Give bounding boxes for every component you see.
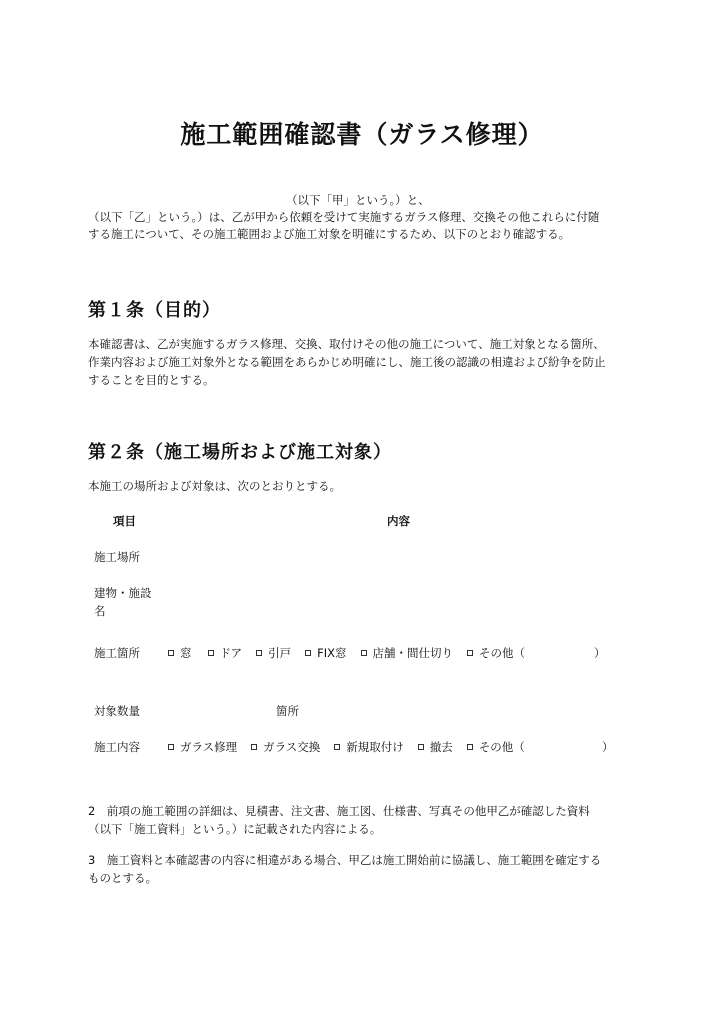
option-store-partition[interactable] [361, 645, 454, 661]
option-label: ガラス交換 [263, 740, 321, 754]
option-label: 店舗・間仕切り [372, 646, 454, 660]
option-other-location[interactable] [467, 645, 525, 661]
document-title: 施工範囲確認書（ガラス修理） [180, 120, 544, 149]
option-label: FIX窓 [317, 646, 347, 660]
article-2-clause-3 [88, 851, 648, 887]
article-1-heading: 第１条（目的） [88, 300, 221, 321]
article-2-lead [88, 477, 648, 495]
row-label-building-cont: 名 [94, 604, 106, 618]
option-glass-repair[interactable] [168, 739, 237, 755]
article-1-line: することを目的とする。 [88, 373, 215, 387]
checkbox-icon[interactable] [467, 650, 473, 656]
row-label-work: 施工内容 [94, 740, 140, 754]
location-other-close: ） [594, 646, 606, 660]
checkbox-icon[interactable] [361, 650, 367, 656]
clause-2-line: 2 前項の施工範囲の詳細は、見積書、注文書、施工図、仕様書、写真その他甲乙が確認した資料 [88, 804, 590, 818]
article-1-line: 作業内容および施工対象外となる範囲をあらかじめ明確にし、施工後の認識の相違および紛争を防止 [88, 355, 606, 369]
option-label: 新規取付け [346, 740, 404, 754]
work-options [168, 739, 525, 755]
article-1-line: 本確認書は、乙が実施するガラス修理、交換、取付けその他の施工について、施工対象となる箇所、 [88, 337, 605, 351]
option-label: ドア [219, 646, 243, 660]
option-new-install[interactable] [334, 739, 404, 755]
checkbox-icon[interactable] [467, 744, 473, 750]
option-door[interactable] [208, 645, 243, 661]
row-label-location: 施工箇所 [94, 646, 140, 660]
option-label: 引戸 [268, 646, 292, 660]
article-1-body [88, 335, 648, 389]
option-label: その他（ [479, 646, 526, 660]
intro-line-2: （以下「乙」という。）は、乙が甲から依頼を受けて実施するガラス修理、交換その他これらに付随 [88, 210, 600, 224]
table-header-content: 内容 [387, 514, 410, 528]
checkbox-icon[interactable] [418, 744, 424, 750]
option-other-work[interactable] [467, 739, 525, 755]
option-window[interactable] [168, 645, 192, 661]
intro-paragraph [88, 192, 648, 243]
row-label-place: 施工場所 [94, 550, 140, 564]
location-options [168, 645, 525, 661]
option-label: ガラス修理 [180, 740, 238, 754]
intro-line-1: （以下「甲」という。）と、 [286, 193, 430, 207]
option-fix-window[interactable] [305, 645, 346, 661]
checkbox-icon[interactable] [251, 744, 257, 750]
intro-line-3: する施工について、その施工範囲および施工対象を明確にするため、以下のとおり確認する。 [88, 227, 571, 241]
article-2-lead-text: 本施工の場所および対象は、次のとおりとする。 [88, 479, 341, 493]
checkbox-icon[interactable] [256, 650, 262, 656]
clause-2-line: （以下「施工資料」という。）に記載された内容による。 [88, 822, 382, 836]
option-label: 撤去 [429, 740, 453, 754]
option-sliding-door[interactable] [256, 645, 291, 661]
table-header-item: 項目 [113, 514, 136, 528]
article-2-clause-2 [88, 802, 648, 838]
option-removal[interactable] [418, 739, 453, 755]
option-label: その他（ [478, 740, 525, 754]
checkbox-icon[interactable] [168, 744, 174, 750]
checkbox-icon[interactable] [208, 650, 214, 656]
checkbox-icon[interactable] [305, 650, 311, 656]
clause-3-line: ものとする。 [88, 871, 157, 885]
article-2-heading: 第２条（施工場所および施工対象） [88, 442, 392, 463]
checkbox-icon[interactable] [334, 744, 340, 750]
row-label-building: 建物・施設 [94, 586, 152, 600]
option-label: 窓 [180, 646, 192, 660]
work-other-close: ） [602, 740, 614, 754]
clause-3-line: 3 施工資料と本確認書の内容に相違がある場合、甲乙は施工開始前に協議し、施工範囲を確定する [88, 853, 602, 867]
option-glass-replace[interactable] [251, 739, 320, 755]
row-label-quantity: 対象数量 [94, 704, 140, 718]
quantity-unit: 箇所 [276, 704, 299, 718]
checkbox-icon[interactable] [168, 650, 174, 656]
